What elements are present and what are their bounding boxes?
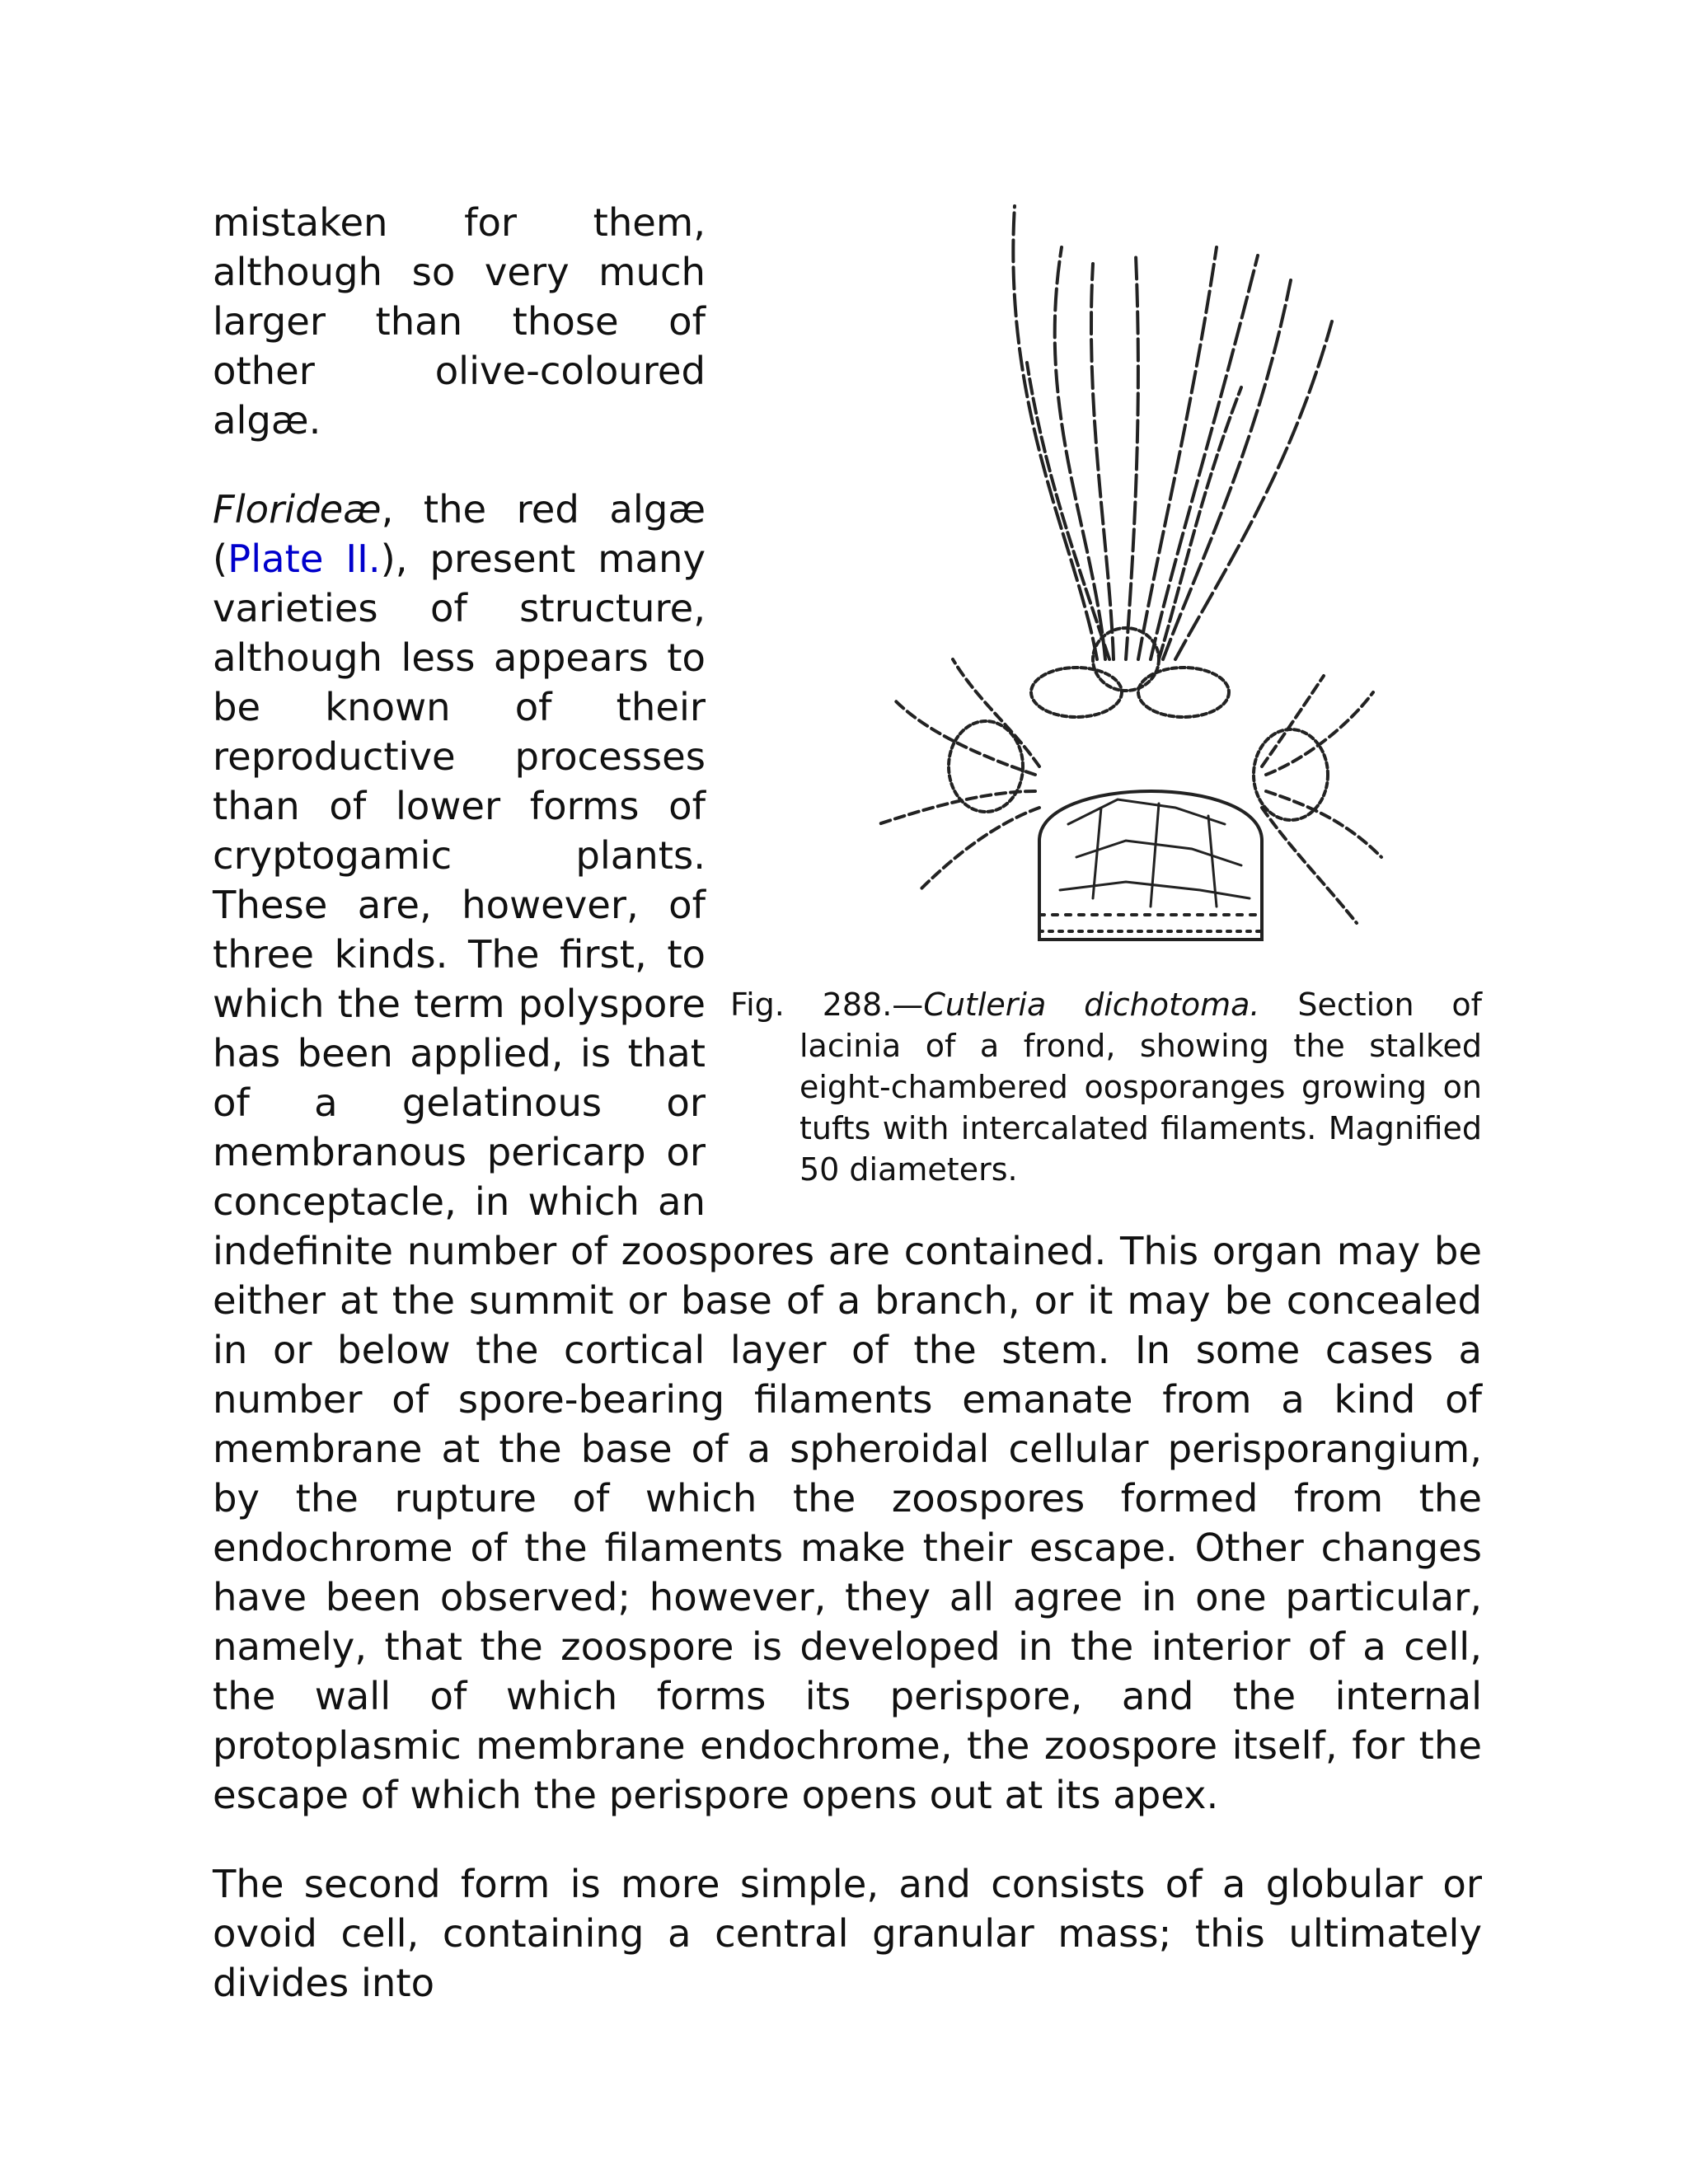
filament	[1027, 363, 1109, 659]
tuft-right	[1266, 692, 1373, 775]
figure-label: Fig. 288.—	[730, 987, 924, 1023]
filament	[1091, 264, 1114, 659]
paragraph-second-form: The second form is more simple, and consists of a globular or ovoid cell, containing a central granular mass; this ultimately divides into	[213, 1862, 1482, 2005]
oosporange	[1031, 668, 1122, 717]
tuft-left	[953, 659, 1039, 766]
filament	[1126, 255, 1138, 659]
frond-section	[1039, 791, 1262, 940]
figure-caption	[730, 984, 1482, 1190]
filament	[1163, 280, 1291, 659]
paragraph-gap	[213, 1820, 1482, 1859]
filament	[1175, 321, 1332, 659]
tuft-right	[1266, 791, 1381, 857]
paragraph-continuation: mistaken for them, although so very much larger than those of other olive-coloured algæ.	[213, 200, 706, 443]
figure-species: Cutleria dichotoma.	[923, 987, 1260, 1023]
filament	[1013, 206, 1097, 659]
oosporange	[1138, 668, 1229, 717]
florideae-term: Florideæ	[213, 487, 382, 532]
florideae-rest: ), present many varieties of structure, although less appears to be known of their reproductive processes than of lower forms of cryptogamic plants. These are, however, of three kinds. The first, to which the term polyspore has been applied, is that of a gelatinous or membranous pericarp or conceptacle, in which an indefinite number of zoospores are contained. This organ may be either at the summit or base of a branch, or it may be concealed in or below the cortical layer of the stem. In some cases a number of spore-bearing filaments emanate from a kind of membrane at the base of a spheroidal cellular perisporangium, by the rupture of which the zoospores formed from the endochrome of the filaments make their escape. Other changes have been observed; however, they all agree in one particular, namely, that the zoospore is developed in the interior of a cell, the wall of which forms its perispore, and the internal protoplasmic membrane endochrome, the zoospore itself, for the escape of which the perispore opens out at its apex.	[213, 537, 1482, 1817]
tuft-right	[1262, 676, 1324, 766]
cell-network	[1060, 799, 1250, 907]
florideae-pre-link: , the red algæ (	[213, 487, 706, 581]
tuft-left	[920, 808, 1039, 890]
cutleria-illustration	[829, 198, 1390, 972]
page-content	[213, 198, 1482, 2008]
plate-ii-link[interactable]: Plate II.	[227, 537, 381, 581]
figure-288	[730, 198, 1482, 1190]
figure-description: Section of lacinia of a frond, showing the stalked eight-chambered oosporanges growing on tufts with intercalated filaments. Magnified 50 diameters.	[799, 987, 1483, 1188]
